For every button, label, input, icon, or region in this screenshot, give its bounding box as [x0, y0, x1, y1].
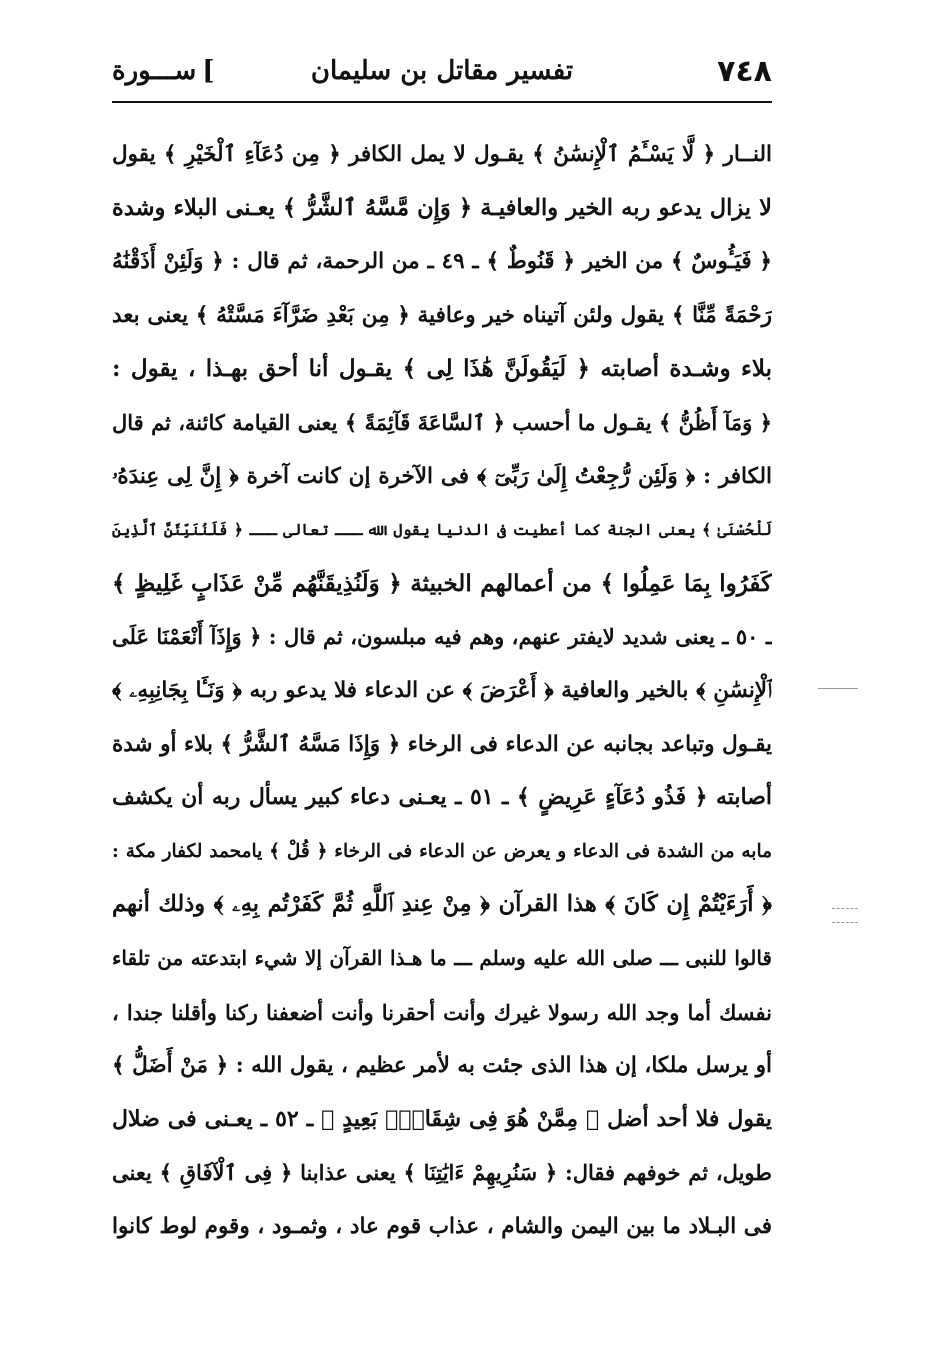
text-line: ـ ٥٠ ـ يعنى شديد لايفتر عنهم، وهم فيه مبلسون، ثم قال : ﴿ وَإِذَآ أَنْعَمْنَا عَلَى [112, 624, 772, 650]
text-line: طويل، ثم خوفهم فقال: ﴿ سَنُرِيهِمْ ءَايَٰتِنَا ﴾ يعنى عذابنا ﴿ فِى ٱلْآفَاقِ ﴾ يعنى [112, 1160, 772, 1186]
text-line: يقـول وتباعد بجانبه عن الدعاء فى الرخاء ﴿ وَإِذَا مَسَّهُ ٱلشَّرُّ ﴾ بلاء أو شدة [112, 731, 772, 757]
page-number: ٧٤٨ [717, 54, 772, 89]
text-line: يقول فلا أحد أضل ﴿ مِمَّنْ هُوَ فِى شِقَاقٍۭ بَعِيدٍ ﴾ ـ ٥٢ ـ يعـنى فى ضلال [112, 1105, 772, 1132]
text-line: لَلْحُسْنَىٰ ﴾ يعنى الجنة كما أعطيت فى الدنيا يقول الله ـــ تعالى ـــ ﴿ فَلَنُنَبِّئَنَّ ٱلَّذِينَ [112, 520, 772, 540]
text-line: بلاء وشـدة أصابته ﴿ لَيَقُولَنَّ هَٰذَا لِى ﴾ يقـول أنا أحق بهـذا ، يقول : [112, 355, 772, 383]
page-header [112, 48, 772, 100]
text-line: كَفَرُوا بِمَا عَمِلُوا ﴾ من أعمالهم الخبيثة ﴿ وَلَنُذِيقَنَّهُم مِّنْ عَذَابٍ غَلِيظٍ ﴾ [112, 569, 772, 597]
scan-edge-mark [832, 908, 858, 909]
text-line: أو يرسل ملكا، إن هذا الذى جئت به لأمر عظيم ، يقول الله : ﴿ مَنْ أَضَلُّ ﴾ [112, 1053, 772, 1079]
body-text [112, 128, 772, 1253]
text-line: قالوا للنبى ـــ صلى الله عليه وسلم ـــ ما هـذا القرآن إلا شيء ابتدعته من تلقاء [112, 945, 772, 970]
text-line: رَحْمَةً مِّنَّا ﴾ يقول ولئن آتيناه خير وعافية ﴿ مِن بَعْدِ ضَرَّآءَ مَسَّتْهُ ﴾ يعنى بعد [112, 302, 772, 328]
text-line: مابه من الشدة فى الدعاء و يعرض عن الدعاء فى الرخاء ﴿ قُلْ ﴾ يامحمد لكفار مكة : [112, 840, 772, 862]
text-line: الكافر : ﴿ وَلَئِن رُّجِعْتُ إِلَىٰ رَبِّىٓ ﴾ فى الآخرة إن كانت آخرة ﴿ إِنَّ لِى عِندَهُۥ [112, 463, 772, 489]
text-line: نفسك أما وجد الله رسولا غيرك وأنت أحقرنا وأنت أضعفنا ركنا وأقلنا جندا ، [112, 999, 772, 1025]
scan-edge-mark [818, 688, 858, 689]
text-line: لا يزال يدعو ربه الخير والعافيـة ﴿ وَإِن مَّسَّهُ ٱلشَّرُّ ﴾ يعـنى البلاء وشدة [112, 194, 772, 221]
surah-label [112, 56, 215, 86]
running-title: تفسير مقاتل بن سليمان [310, 56, 574, 86]
header-rule [112, 101, 772, 103]
text-line: ﴿ فَيَـُٔوسٌ ﴾ من الخير ﴿ قَنُوطٌ ﴾ ـ ٤٩ ـ من الرحمة، ثم قال : ﴿ وَلَئِنْ أَذَقْنَٰهُ [112, 249, 772, 275]
text-line: النــار ﴿ لَّا يَسْـَٔمُ ٱلْإِنسَٰنُ ﴾ يقـول لا يمل الكافر ﴿ مِن دُعَآءِ ٱلْخَيْرِ ﴾ يقول [112, 142, 772, 167]
surah-word: ســـورة [112, 56, 197, 86]
surah-bracket: ] [202, 56, 215, 86]
text-line: فى البـلاد ما بين اليمن والشام ، عذاب قوم عاد ، وثمـود ، وقوم لوط كانوا [112, 1213, 772, 1239]
text-line: أصابته ﴿ فَذُو دُعَآءٍ عَرِيضٍ ﴾ ـ ٥١ ـ يعـنى دعاء كبير يسأل ربه أن يكشف [112, 784, 772, 811]
text-line: ٱلْإِنسَٰنِ ﴾ بالخير والعافية ﴿ أَعْرَضَ ﴾ عن الدعاء فلا يدعو ربه ﴿ وَنَـَٔا بِجَانِبِهِۦ ﴾ [112, 677, 772, 703]
text-line: ﴿ وَمَآ أَظُنُّ ﴾ يقـول ما أحسب ﴿ ٱلسَّاعَةَ قَآئِمَةً ﴾ يعنى القيامة كائنة، ثم قال [112, 409, 772, 435]
text-line: ﴿ أَرَءَيْتُمْ إِن كَانَ ﴾ هذا القرآن ﴿ مِنْ عِندِ ٱللَّهِ ثُمَّ كَفَرْتُم بِهِۦ ﴾ وذلك أنهم [112, 891, 772, 918]
scan-edge-mark [832, 922, 858, 923]
